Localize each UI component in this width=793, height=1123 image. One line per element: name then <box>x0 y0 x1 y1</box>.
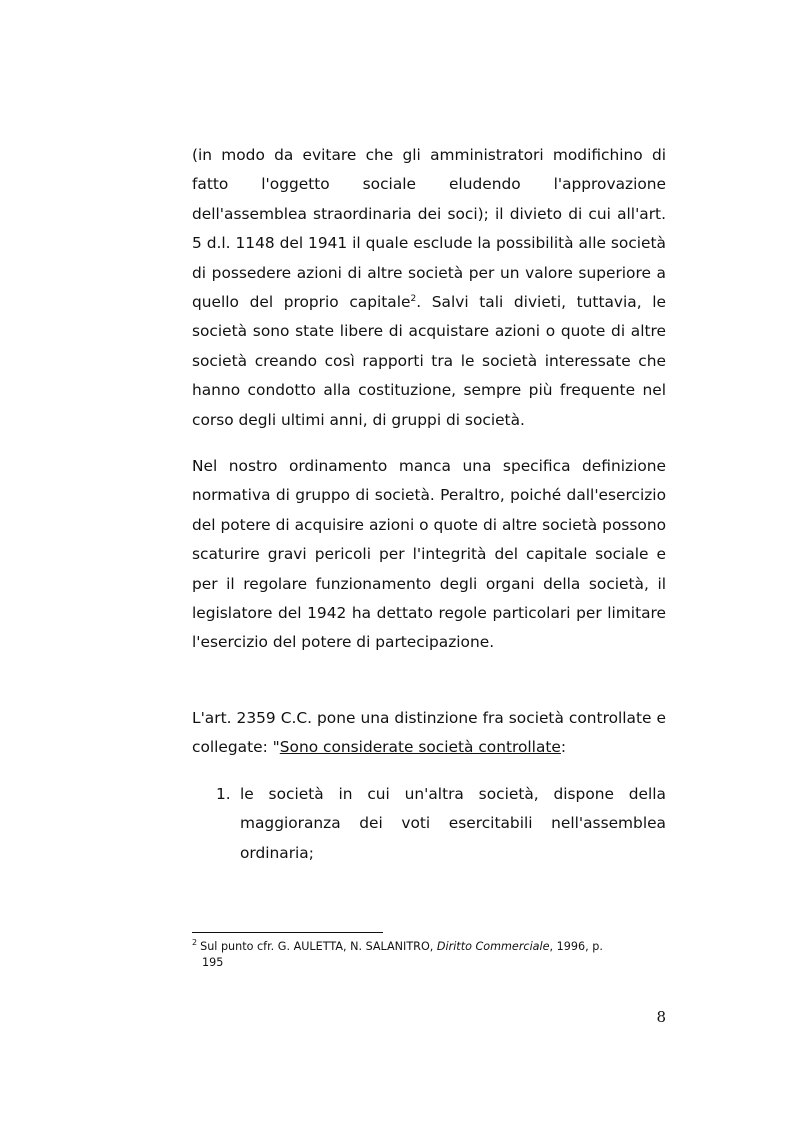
footnote-mark: 2 <box>192 938 198 948</box>
footnote <box>192 939 666 971</box>
paragraph-2-text: Nel nostro ordinamento manca una specifica definizione normativa di gruppo di società. Peraltro, poiché dall'esercizio del potere di acquisire azioni o quote di altre società possono scaturire gravi pericoli per l'integrità del capitale sociale e per il regolare funzionamento degli organi della società, il legislatore del 1942 ha dettato regole particolari per limitare l'esercizio del potere di partecipazione. <box>192 457 666 652</box>
body-paragraph-3 <box>192 704 666 763</box>
footnote-text-end: , 1996, p. <box>549 940 603 953</box>
page-number: 8 <box>656 1008 666 1026</box>
body-paragraph-1 <box>192 141 666 435</box>
list-item-number: 1. <box>216 785 231 803</box>
paragraph-3-text-a: L'art. 2359 C.C. pone una distinzione fra società controllate e collegate: " <box>192 709 666 757</box>
list-item <box>216 780 666 868</box>
body-paragraph-2 <box>192 452 666 658</box>
footnote-text: Sul punto cfr. G. AULETTA, N. SALANITRO, <box>200 940 434 953</box>
footnote-reference: 2 <box>410 293 417 304</box>
paragraph-1-text-a: (in modo da evitare che gli amministratori modifichino di fatto l'oggetto sociale eludendo l'approvazione dell'assemblea straordinaria dei soci); il divieto di cui all'art. 5 d.l. 1148 del 1941 il quale esclude la possibilità alle società di possedere azioni di altre società per un valore superiore a quello del proprio capitale <box>192 146 666 312</box>
footnote-continuation: 195 <box>202 956 224 969</box>
paragraph-3-text-b: : <box>560 738 567 757</box>
list-item-text: le società in cui un'altra società, dispone della maggioranza dei voti esercitabili nell'assemblea ordinaria; <box>240 785 666 862</box>
footnote-title: Diritto Commerciale <box>436 940 550 953</box>
footnote-divider <box>192 932 383 933</box>
paragraph-1-text-b: . Salvi tali divieti, tuttavia, le società sono state libere di acquistare azioni o quote di altre società creando così rapporti tra le società interessate che hanno condotto alla costituzione, sempre più frequente nel corso degli ultimi anni, di gruppi di società. <box>192 293 667 429</box>
underlined-heading: Sono considerate società controllate <box>279 738 561 757</box>
